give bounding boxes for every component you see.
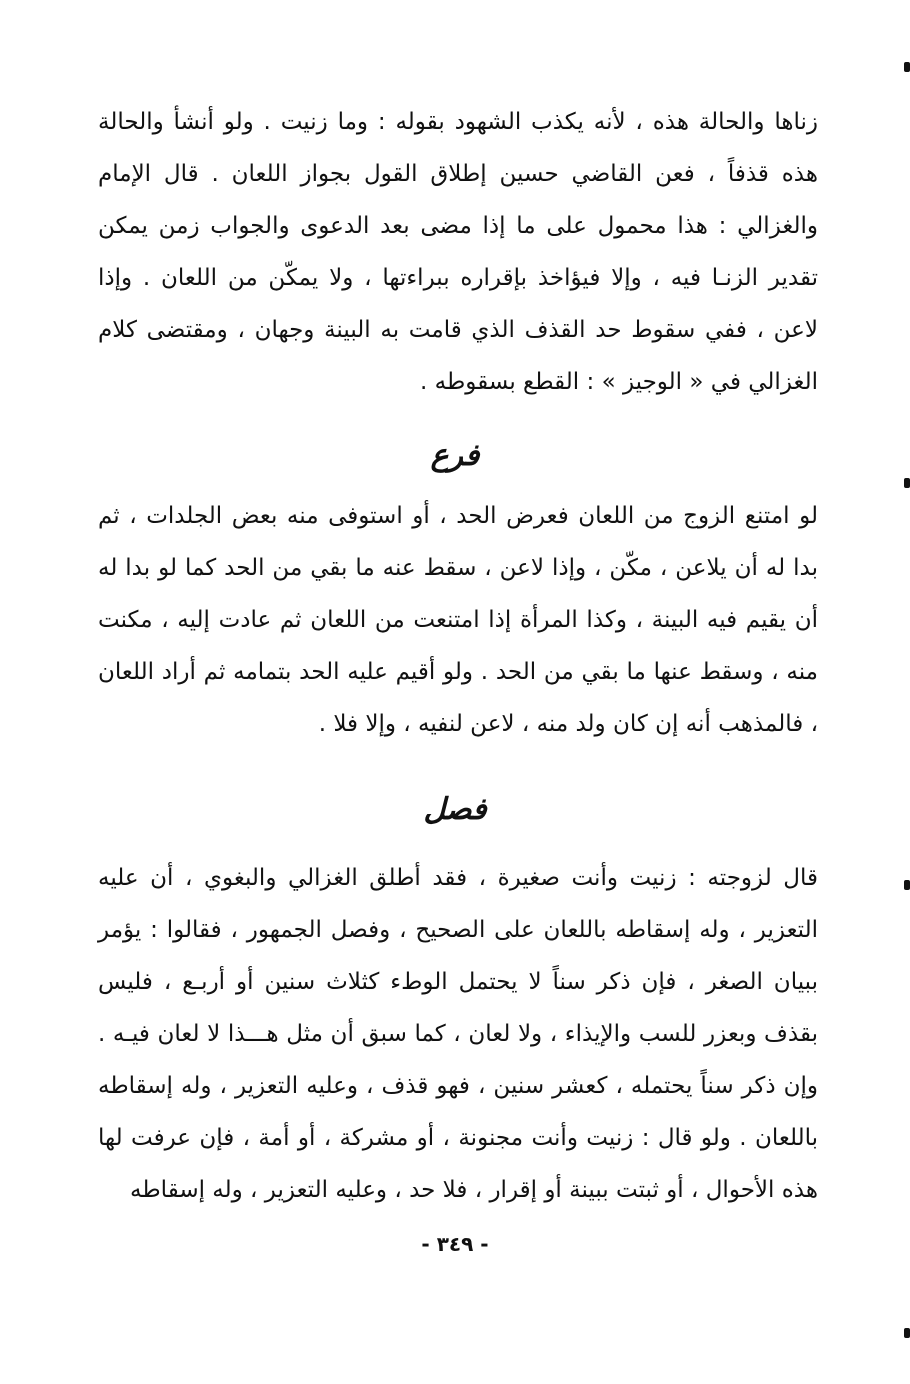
margin-mark <box>904 478 910 488</box>
paragraph-far <box>98 490 818 750</box>
margin-mark <box>904 62 910 72</box>
margin-mark <box>904 1328 910 1338</box>
paragraph-text: قال لزوجته : زنيت وأنت صغيرة ، فقد أطلق الغزالي والبغوي ، أن عليه التعزير ، وله إسقاطه باللعان على الصحيح ، وفصل الجمهور ، فقالوا : يؤمر ببيان الصغر ، فإن ذكر سناً لا يحتمل الوطء كثلاث سنين أو أربـع ، فليس بقذف وبعزر للسب والإيذاء ، ولا لعان ، كما سبق أن مثل هـــذا لا لعان فيـه . وإن ذكر سناً يحتمله ، كعشر سنين ، فهو قذف ، وعليه التعزير ، وله إسقاطه باللعان . ولو قال : زنيت وأنت مجنونة ، أو مشركة ، أو أمة ، فإن عرفت لها هذه الأحوال ، أو ثبتت ببينة أو إقرار ، فلا حد ، وعليه التعزير ، وله إسقاطه <box>98 865 818 1203</box>
paragraph-text: لو امتنع الزوج من اللعان فعرض الحد ، أو استوفى منه بعض الجلدات ، ثم بدا له أن يلاعن ، مكّن ، وإذا لاعن ، سقط عنه ما بقي من الحد كما لو بدا له أن يقيم فيه البينة ، وكذا المرأة إذا امتنعت من اللعان ثم عادت إليه ، مكنت منه ، وسقط عنها ما بقي من الحد . ولو أقيم عليه الحد بتمامه ثم أراد اللعان ، فالمذهب أنه إن كان ولد منه ، لاعن لنفيه ، وإلا فلا . <box>98 503 818 737</box>
margin-mark <box>904 880 910 890</box>
page-number: - ٣٤٩ - <box>421 1232 489 1256</box>
paragraph-continuation <box>98 96 818 408</box>
paragraph-text: زناها والحالة هذه ، لأنه يكذب الشهود بقوله : وما زنيت . ولو أنشأ والحالة هذه قذفاً ، فعن القاضي حسين إطلاق القول بجواز اللعان . قال الإمام والغزالي : هذا محمول على ما إذا مضى بعد الدعوى والجواب زمن يمكن تقدير الزنـا فيه ، وإلا فيؤاخذ بإقراره ببراءتها ، ولا يمكّن من اللعان . وإذا لاعن ، ففي سقوط حد القذف الذي قامت به البينة وجهان ، ومقتضى كلام الغزالي في « الوجيز » : القطع بسقوطه . <box>98 109 818 395</box>
paragraph-fasl <box>98 852 818 1216</box>
section-heading-fasl: فصل <box>423 792 487 827</box>
section-heading-far: فرع <box>430 438 480 473</box>
